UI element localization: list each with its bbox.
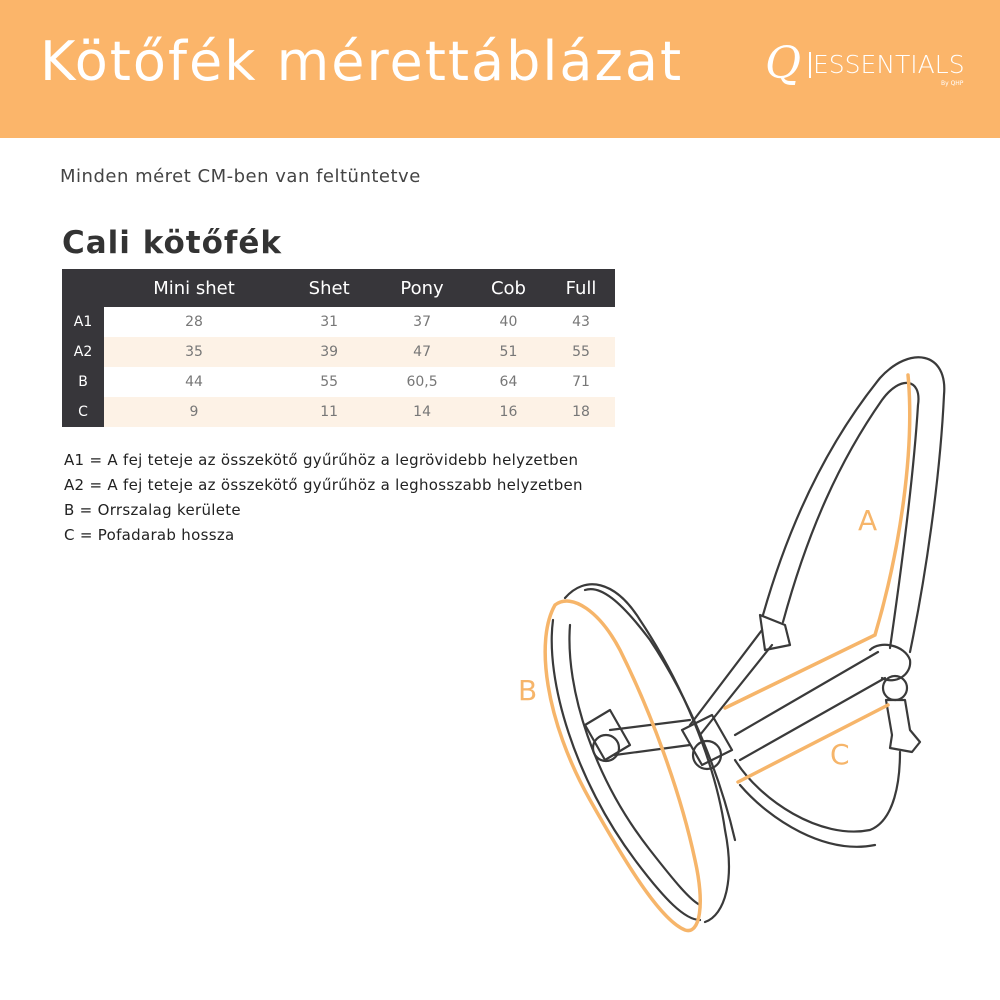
column-header: Pony <box>374 269 470 307</box>
column-header: Full <box>547 269 615 307</box>
label-c: C <box>830 738 850 771</box>
page-title: Kötőfék mérettáblázat <box>40 30 684 93</box>
column-header: Shet <box>284 269 374 307</box>
legend-item: A2 = A fej teteje az összekötő gyűrűhöz a leghosszabb helyzetben <box>64 476 583 494</box>
table-row <box>62 307 615 337</box>
table-cell: 60,5 <box>374 367 470 397</box>
row-header: B <box>62 367 104 397</box>
table-cell: 71 <box>547 367 615 397</box>
table-cell: 55 <box>284 367 374 397</box>
legend-item: A1 = A fej teteje az összekötő gyűrűhöz a legrövidebb helyzetben <box>64 451 579 469</box>
measure-line-c <box>738 705 888 782</box>
row-header: A1 <box>62 307 104 337</box>
table-cell: 39 <box>284 337 374 367</box>
table-cell: 64 <box>470 367 547 397</box>
table-corner <box>62 269 104 307</box>
table-cell: 11 <box>284 397 374 427</box>
section-title: Cali kötőfék <box>62 225 283 261</box>
table-cell: 14 <box>374 397 470 427</box>
table-cell: 43 <box>547 307 615 337</box>
table-cell: 37 <box>374 307 470 337</box>
column-header: Mini shet <box>104 269 284 307</box>
table-cell: 51 <box>470 337 547 367</box>
table-cell: 35 <box>104 337 284 367</box>
row-header: C <box>62 397 104 427</box>
table-cell: 31 <box>284 307 374 337</box>
measure-line-a <box>725 375 910 708</box>
brand-logo <box>765 38 975 94</box>
logo-q: Q <box>765 38 802 89</box>
logo-divider <box>809 52 811 78</box>
logo-text: ESSENTIALS <box>813 50 965 79</box>
logo-byline: By QHP <box>941 80 964 87</box>
table-header-row <box>62 269 615 307</box>
table-cell: 47 <box>374 337 470 367</box>
label-a: A <box>858 504 878 537</box>
label-b: B <box>518 674 538 707</box>
table-cell: 55 <box>547 337 615 367</box>
legend-item: B = Orrszalag kerülete <box>64 501 241 519</box>
table-cell: 28 <box>104 307 284 337</box>
table-cell: 40 <box>470 307 547 337</box>
row-header: A2 <box>62 337 104 367</box>
units-note: Minden méret CM-ben van feltüntetve <box>60 166 421 187</box>
table-cell: 16 <box>470 397 547 427</box>
table-cell: 44 <box>104 367 284 397</box>
legend-item: C = Pofadarab hossza <box>64 526 235 544</box>
column-header: Cob <box>470 269 547 307</box>
header-banner <box>0 0 1000 138</box>
measure-line-b <box>545 601 700 931</box>
table-cell: 18 <box>547 397 615 427</box>
halter-diagram <box>500 340 1000 940</box>
table-cell: 9 <box>104 397 284 427</box>
